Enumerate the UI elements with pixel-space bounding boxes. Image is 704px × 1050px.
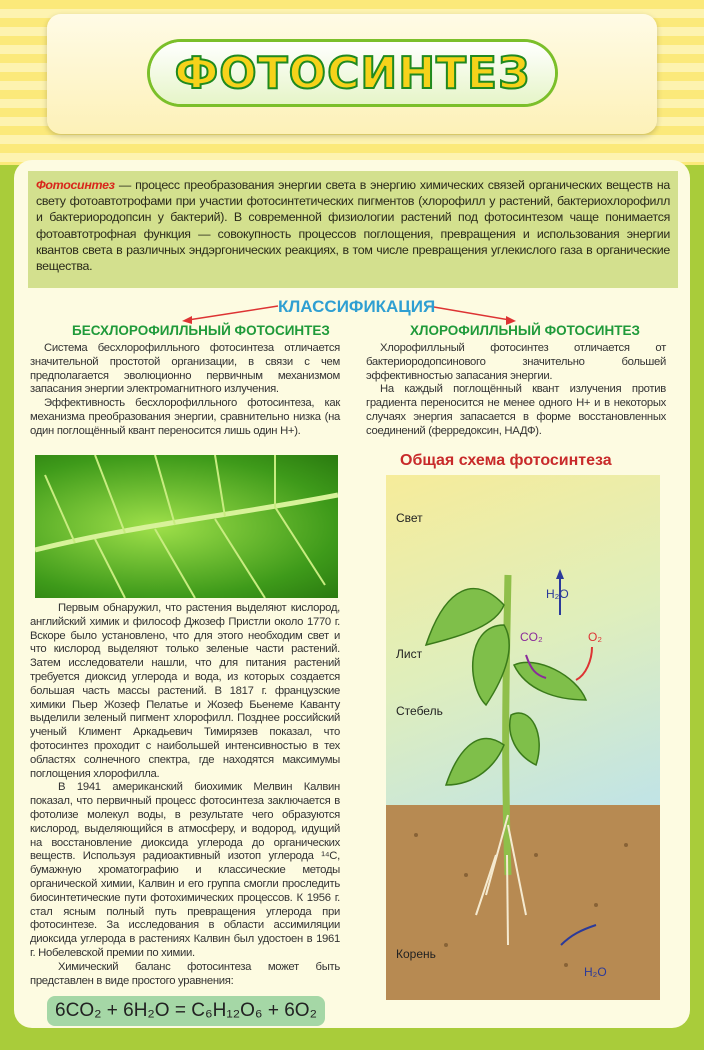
left-p1: Система бесхлорофилльного фотосинтеза отличается значительной простотой организации, в связи с чем предполагается эволюционно первичным механизмом запасания энергии электромагнитного излучения.: [30, 342, 340, 396]
history-p2: В 1941 американский биохимик Мелвин Калвин показал, что первичный процесс фотосинтеза заключается в фотолизе молекул воды, в результате чего образуются кислород, выделяющийся в атмосферу, и водород, идущий на восстановление диоксида углерода до органических веществ. Используя радиоактивный изотоп углерода ¹⁴C, бумажную хроматографию и классические методы органической химии, Калвин и его группа смогли проследить биосинтетические пути фотохимических процессов. К 1956 г. стал ясным полный путь превращения углерода при фотосинтезе. За исследования в области ассимиляции диоксида углерода в растениях Калвин был удостоен в 1961 г. Нобелевской премии по химии.: [30, 781, 340, 959]
label-root: Корень: [396, 947, 436, 961]
title-banner: [47, 14, 657, 134]
photosynthesis-equation: 6CO₂ + 6H₂O = C₆H₁₂O₆ + 6O₂: [47, 996, 325, 1026]
left-p2: Эффективность бесхлорофилльного фотосинтеза, как механизма преобразования энергии, сравнительно низка (на один поглощённый квант переносится лишь один H+).: [30, 397, 340, 437]
leaf-photo: [35, 455, 338, 598]
left-heading: БЕСХЛОРОФИЛЛЬНЫЙ ФОТОСИНТЕЗ: [72, 323, 330, 338]
right-p1: Хлорофилльный фотосинтез отличается от бактериородопсинового значительно большей эффективностью запасания энергии.: [366, 342, 666, 382]
definition-text: — процесс преобразования энергии света в энергию химических связей органических веществ на свету фотоавтотрофами при участии фотосинтетических пигментов (хлорофилл у растений, бактериохлорофилл и бактериородопсин у бактерий). В современной физиологии растений под фотосинтезом чаще понимается фотоавтотрофная функция — совокупность процессов поглощения, превращения и использования энергии квантов света в различных эндэргонических реакциях, в том числе превращения углекислого газа в органические вещества.: [36, 178, 670, 274]
title-pill: [150, 42, 555, 104]
plant-illustration: [386, 475, 660, 1000]
left-text: [30, 342, 340, 439]
classification-heading: КЛАССИФИКАЦИЯ: [278, 297, 436, 316]
label-o2: O₂: [588, 630, 602, 644]
right-heading: ХЛОРОФИЛЛЬНЫЙ ФОТОСИНТЕЗ: [410, 323, 640, 338]
label-h2o-bottom: H₂O: [584, 965, 607, 979]
label-co2: CO₂: [520, 630, 543, 644]
right-text: [366, 342, 666, 439]
page-title: ФОТОСИНТЕЗ: [174, 48, 531, 99]
definition-term: Фотосинтез: [36, 178, 115, 192]
label-h2o-top: H₂O: [546, 587, 569, 601]
label-light: Свет: [396, 511, 423, 525]
photosynthesis-diagram: [386, 475, 660, 1000]
right-p2: На каждый поглощённый квант излучения против градиента переносится не менее одного H+ и в некоторых случаях энергия запасается в форме восстановленных соединений (ферредоксин, НАДФ).: [366, 383, 666, 437]
definition-box: [28, 171, 678, 288]
history-text: [30, 602, 340, 1026]
history-p1: Первым обнаружил, что растения выделяют кислород, английский химик и философ Джозеф Пристли около 1770 г. Вскоре было установлено, что для этого необходим свет и что кислород выделяют только зеленые части растений. Затем исследователи нашли, что для питания растений требуется диоксид углерода и вода, из которых создается большая часть массы растений. В 1817 г. французские химики Пьер Жозеф Пелатье и Жозеф Бьенеме Каванту выделили зеленый пигмент хлорофилл. Позднее российский ученый Климент Аркадьевич Тимирязев показал, что фотосинтез проходит с наибольшей интенсивностью в тех областях солнечного спектра, где находятся максимумы поглощения хлорофилла.: [30, 602, 340, 780]
label-leaf: Лист: [396, 647, 423, 661]
history-p3: Химический баланс фотосинтеза может быть представлен в виде простого уравнения:: [30, 960, 340, 987]
diagram-title: Общая схема фотосинтеза: [400, 452, 612, 469]
label-stem: Стебель: [396, 704, 443, 718]
